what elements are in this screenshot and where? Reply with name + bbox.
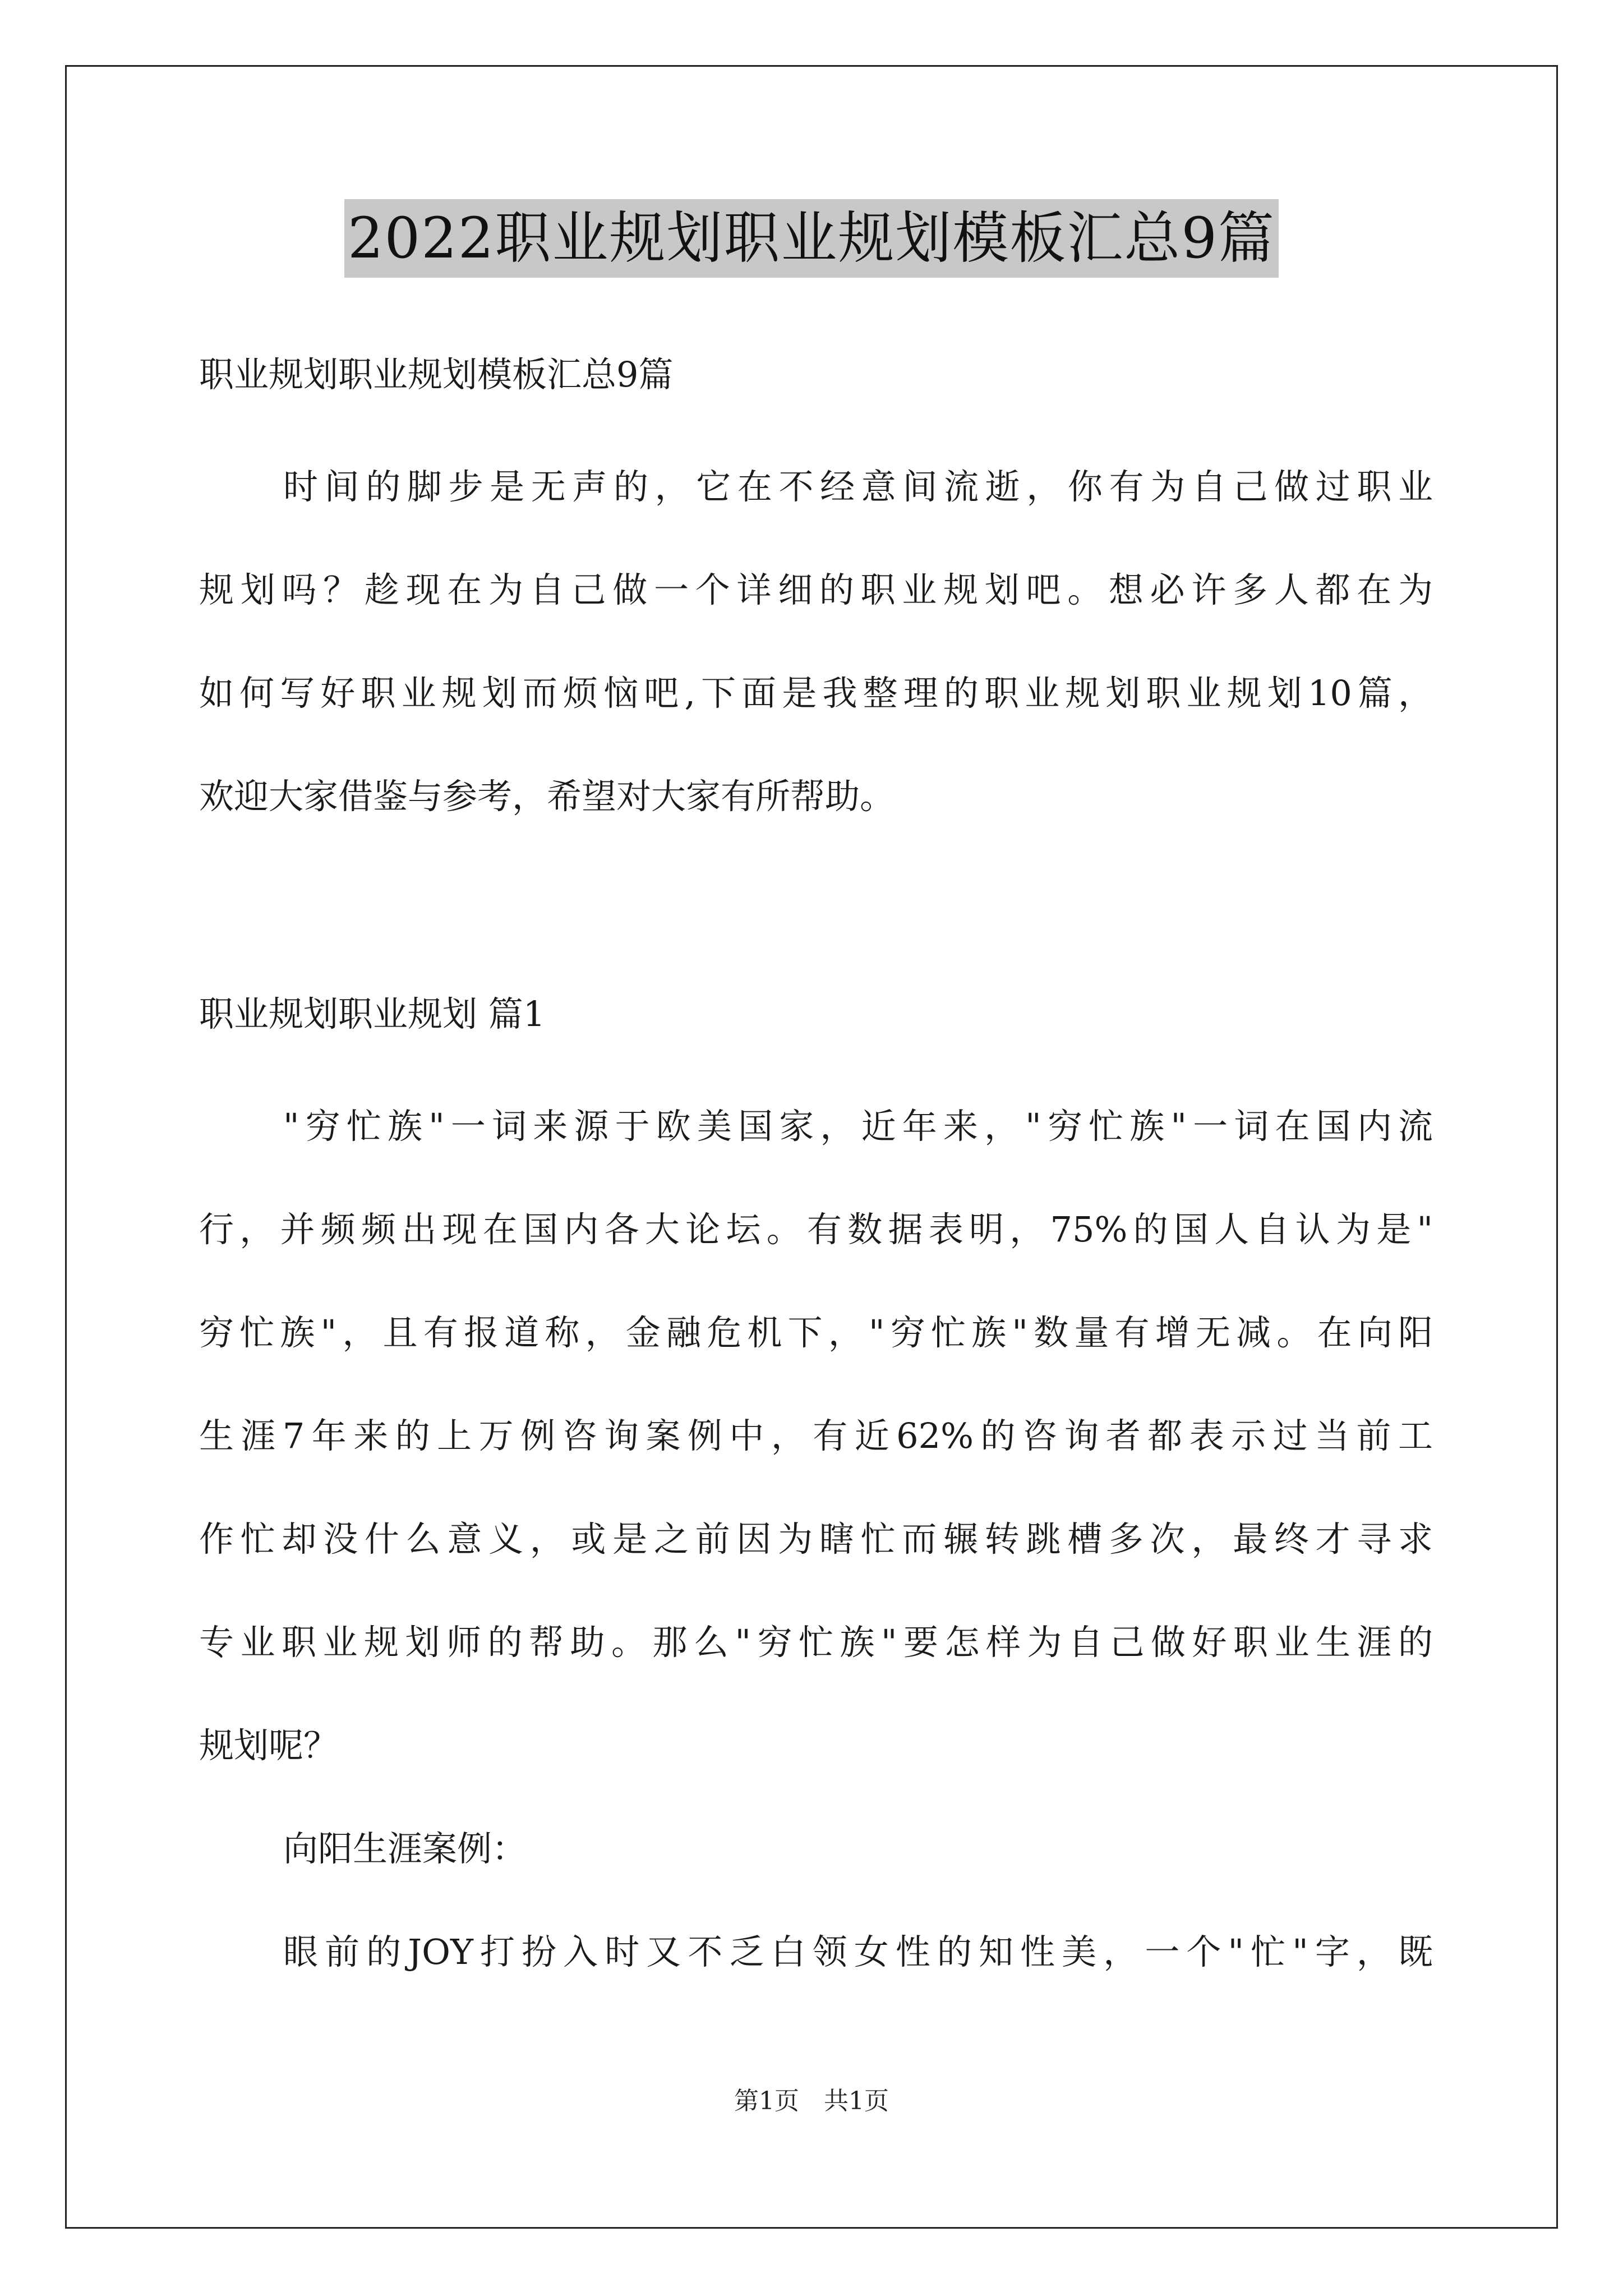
section-line-3: 穷忙族"，且有报道称，金融危机下，"穷忙族"数量有增无减。在向阳: [199, 1312, 1433, 1353]
intro-line-4: 欢迎大家借鉴与参考，希望对大家有所帮助。: [199, 776, 895, 817]
intro-line-3: 如何写好职业规划而烦恼吧,下面是我整理的职业规划职业规划10篇，: [199, 673, 1433, 714]
section-line-6: 专业职业规划师的帮助。那么"穷忙族"要怎样为自己做好职业生涯的: [199, 1622, 1433, 1663]
section-line-7: 规划呢？: [199, 1725, 339, 1766]
title-container: [0, 199, 1623, 278]
section-heading: 职业规划职业规划 篇1: [199, 993, 546, 1034]
intro-line-2: 规划吗？趁现在为自己做一个详细的职业规划吧。想必许多人都在为: [199, 569, 1433, 610]
page-footer: 第1页 共1页: [734, 2087, 889, 2115]
case-line-1: 眼前的JOY打扮入时又不乏白领女性的知性美，一个"忙"字，既: [283, 1931, 1433, 1972]
case-heading: 向阳生涯案例：: [283, 1828, 527, 1869]
section-line-4: 生涯7年来的上万例咨询案例中，有近62%的咨询者都表示过当前工: [199, 1415, 1433, 1456]
section-line-1: "穷忙族"一词来源于欧美国家，近年来，"穷忙族"一词在国内流: [283, 1106, 1433, 1147]
document-subtitle: 职业规划职业规划模板汇总9篇: [199, 354, 674, 395]
document-title: 2022职业规划职业规划模板汇总9篇: [344, 199, 1279, 278]
section-line-2: 行，并频频出现在国内各大论坛。有数据表明，75%的国人自认为是": [199, 1209, 1433, 1250]
section-line-5: 作忙却没什么意义，或是之前因为瞎忙而辗转跳槽多次，最终才寻求: [199, 1519, 1433, 1559]
intro-line-1: 时间的脚步是无声的，它在不经意间流逝，你有为自己做过职业: [283, 466, 1433, 507]
